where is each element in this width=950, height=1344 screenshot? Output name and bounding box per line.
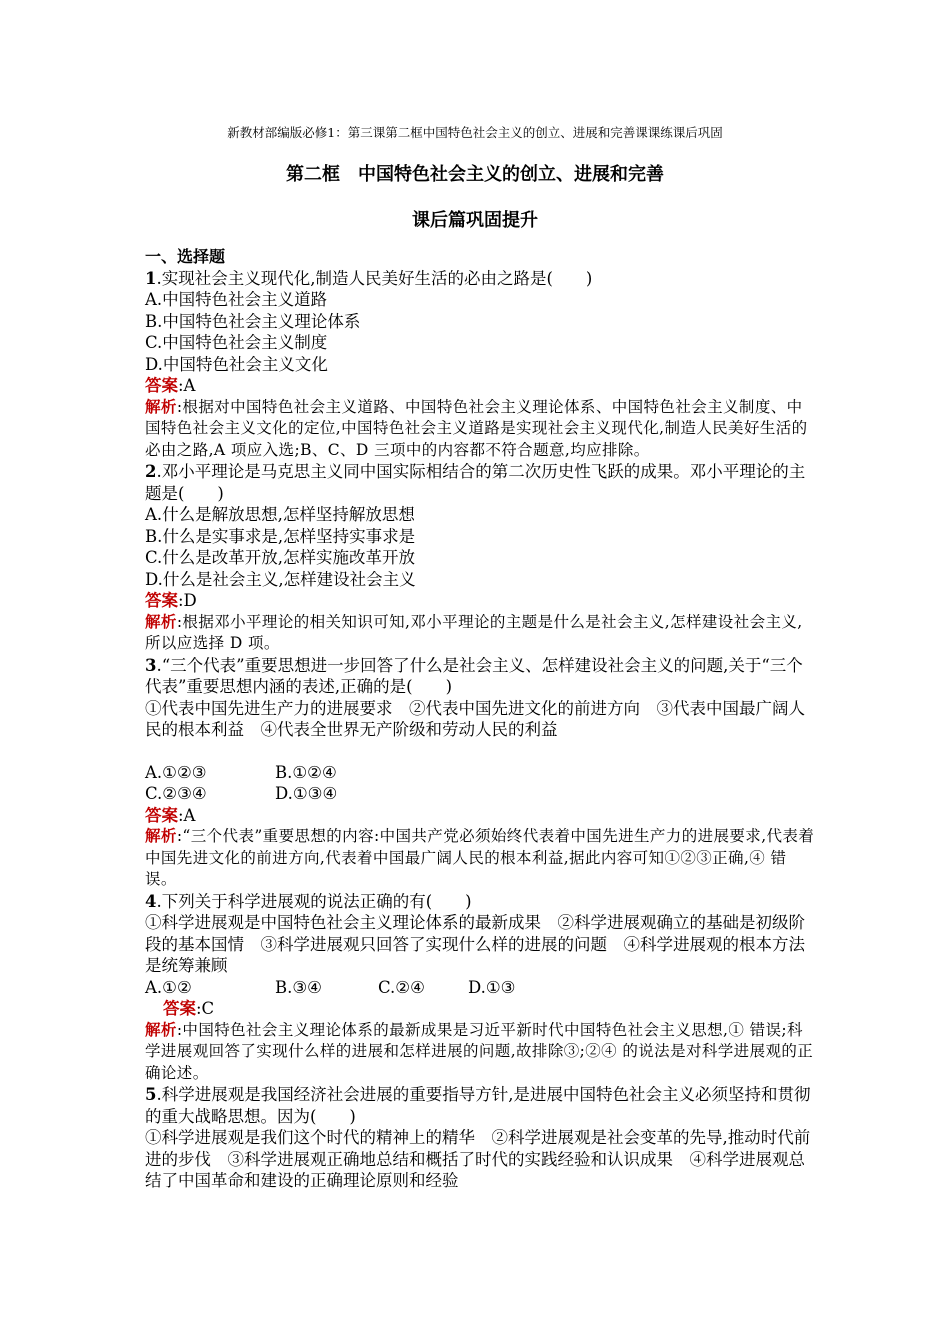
analysis-label: 解析: [145, 612, 177, 631]
answer-label: 答案: [145, 376, 178, 395]
question-text: .“三个代表”重要思想进一步回答了什么是社会主义、怎样建设社会主义的问题,关于“三个代表”重要思想内涵的表述,正确的是( ): [145, 655, 803, 696]
answer-value: :A: [178, 805, 196, 825]
analysis-text: :中国特色社会主义理论体系的最新成果是习近平新时代中国特色社会主义思想,① 错误;科学进展观回答了实现什么样的进展和怎样进展的问题,故排除③;②④ 的说法是对科学进展观的正确论述。: [145, 1020, 814, 1082]
statement-items: ①代表中国先进生产力的进展要求 ②代表中国先进文化的前进方向 ③代表中国最广阔人民的根本利益 ④代表全世界无产阶级和劳动人民的利益: [145, 698, 805, 739]
statement-items: ①科学进展观是中国特色社会主义理论体系的最新成果 ②科学进展观确立的基础是初级阶段的基本国情 ③科学进展观只回答了实现什么样的进展的问题 ④科学进展观的根本方法是统筹兼顾: [145, 913, 805, 975]
question-text: .邓小平理论是马克思主义同中国实际相结合的第二次历史性飞跃的成果。邓小平理论的主题是( ): [145, 462, 806, 503]
blank-line: [145, 741, 815, 762]
option-c: C.②④: [378, 977, 425, 997]
question-number: 3: [145, 655, 157, 675]
question-text: .下列关于科学进展观的说法正确的有( ): [156, 891, 472, 911]
lesson-title: 第二框 中国特色社会主义的创立、进展和完善: [286, 164, 664, 185]
option-d: D.中国特色社会主义文化: [145, 354, 328, 374]
section-subtitle: 课后篇巩固提升: [412, 210, 538, 231]
analysis-label: 解析: [145, 1020, 177, 1039]
option-d: D.①③④: [275, 784, 338, 803]
option-c: C.中国特色社会主义制度: [145, 333, 328, 352]
option-c: C.②③④: [145, 784, 207, 803]
option-b: B.中国特色社会主义理论体系: [145, 311, 361, 331]
analysis-paragraph: [145, 1020, 815, 1085]
document-header: 新教材部编版必修1：第三课第二框中国特色社会主义的创立、进展和完善课课练课后巩固: [227, 125, 723, 140]
option-d: D.①③: [468, 977, 516, 997]
answer-label: 答案: [145, 591, 178, 610]
option-c: C.什么是改革开放,怎样实施改革开放: [145, 548, 416, 567]
option-b: B.什么是实事求是,怎样坚持实事求是: [145, 526, 416, 546]
question-text: .实现社会主义现代化,制造人民美好生活的必由之路是( ): [156, 268, 593, 288]
question-number: 1: [145, 268, 157, 288]
question-5-stem: [145, 1084, 815, 1127]
question-3-stem: [145, 655, 815, 698]
options-row-2: [145, 783, 815, 805]
answer-value: :C: [196, 999, 215, 1018]
section-heading: 一、选择题: [145, 247, 226, 266]
option-a: A.①②③: [145, 762, 207, 782]
statement-items: ①科学进展观是我们这个时代的精神上的精华 ②科学进展观是社会变革的先导,推动时代前进的步伐 ③科学进展观正确地总结和概括了时代的实践经验和认识成果 ④科学进展观总结了中国革命和建设的正确理论原则和经验: [145, 1128, 811, 1190]
analysis-text: :根据对中国特色社会主义道路、中国特色社会主义理论体系、中国特色社会主义制度、中国特色社会主义文化的定位,中国特色社会主义道路是实现社会主义现代化,制造人民美好生活的必由之路,A 项应入选;B、C、D 三项中的内容都不符合题意,均应排除。: [145, 397, 808, 459]
question-4-stem: [145, 891, 815, 913]
question-1-stem: [145, 268, 815, 290]
analysis-label: 解析: [145, 397, 177, 416]
answer-line: [145, 998, 815, 1020]
answer-line: [145, 590, 815, 612]
analysis-paragraph: [145, 826, 815, 891]
question-number: 5: [145, 1085, 157, 1104]
options-row: [145, 977, 815, 999]
analysis-paragraph: [145, 612, 815, 655]
answer-label: 答案: [163, 999, 196, 1018]
option-a: A.①②: [145, 977, 192, 997]
options-row-1: [145, 762, 815, 784]
answer-value: :A: [178, 376, 196, 395]
question-text: .科学进展观是我国经济社会进展的重要指导方针,是进展中国特色社会主义必须坚持和贯彻的重大战略思想。因为( ): [145, 1085, 811, 1126]
analysis-paragraph: [145, 397, 815, 462]
answer-line: [145, 375, 815, 397]
option-a: A.什么是解放思想,怎样坚持解放思想: [145, 505, 415, 524]
question-number: 2: [145, 462, 157, 481]
answer-value: :D: [178, 591, 197, 610]
option-b: B.③④: [275, 977, 322, 997]
question-content: [145, 246, 815, 1192]
option-d: D.什么是社会主义,怎样建设社会主义: [145, 569, 416, 589]
analysis-text: :根据邓小平理论的相关知识可知,邓小平理论的主题是什么是社会主义,怎样建设社会主义,所以应选择 D 项。: [145, 612, 803, 652]
analysis-text: :“三个代表”重要思想的内容:中国共产党必须始终代表着中国先进生产力的进展要求,代表着中国先进文化的前进方向,代表着中国最广阔人民的根本利益,据此内容可知①②③正确,④ 错误。: [145, 827, 815, 888]
option-b: B.①②④: [275, 762, 337, 782]
question-number: 4: [145, 891, 157, 911]
answer-label: 答案: [145, 805, 178, 825]
question-2-stem: [145, 461, 815, 504]
answer-line: [145, 805, 815, 827]
analysis-label: 解析: [145, 827, 177, 845]
option-a: A.中国特色社会主义道路: [145, 290, 328, 309]
